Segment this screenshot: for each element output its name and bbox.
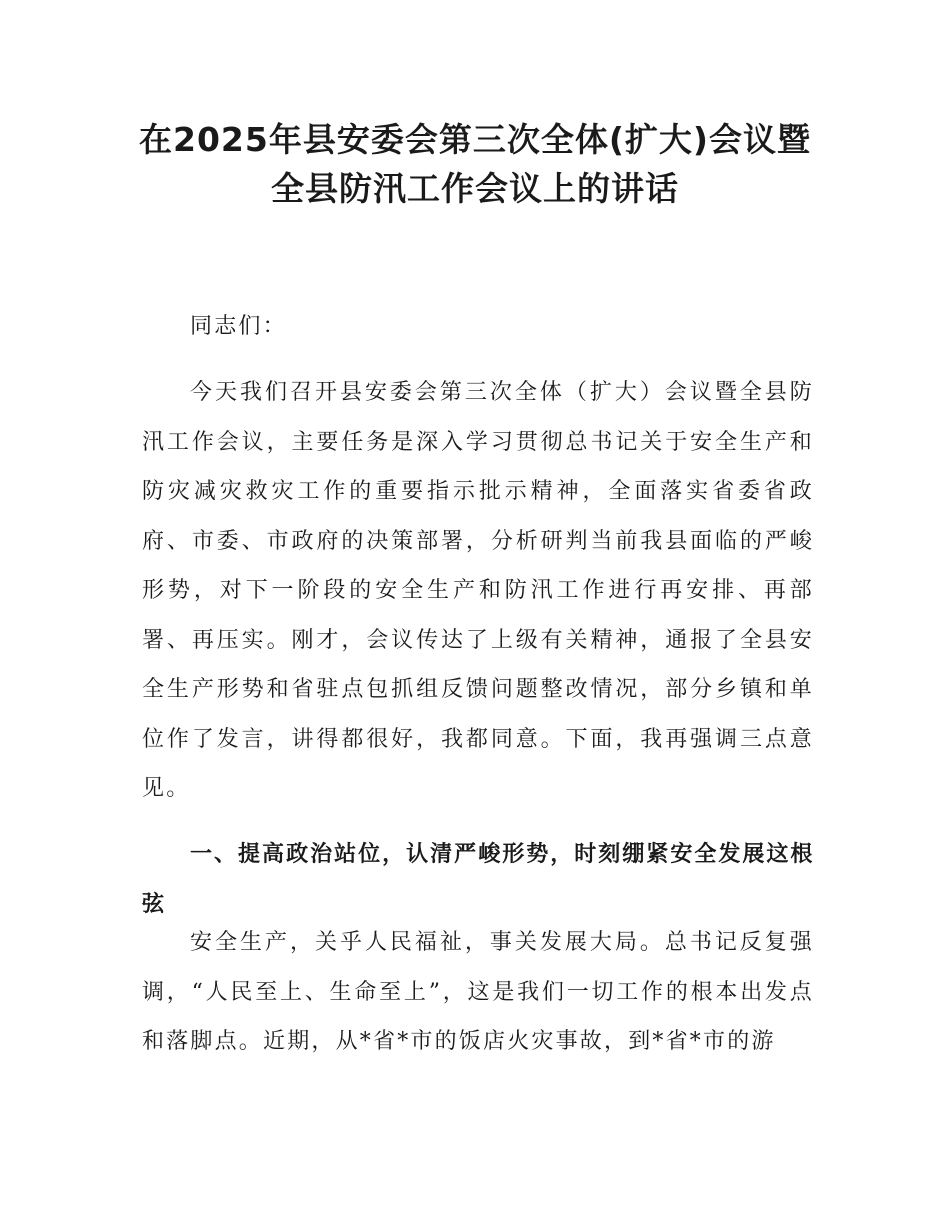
- document-title-line-1: 在2025年县安委会第三次全体(扩大)会议暨: [138, 120, 811, 159]
- paragraph-1: 今天我们召开县安委会第三次全体（扩大）会议暨全县防汛工作会议，主要任务是深入学习贯彻总书记关于安全生产和防灾减灾救灾工作的重要指示批示精神，全面落实省委省政府、市委、市政府的决策部署，分析研判当前我县面临的严峻形势，对下一阶段的安全生产和防汛工作进行再安排、再部署、再压实。刚才，会议传达了上级有关精神，通报了全县安全生产形势和省驻点包抓组反馈问题整改情况，部分乡镇和单位作了发言，讲得都很好，我都同意。下面，我再强调三点意见。: [142, 380, 814, 801]
- greeting: 同志们：: [190, 314, 287, 339]
- section-1-heading: 一、提高政治站位，认清严峻形势，时刻绷紧安全发展这根弦: [142, 842, 814, 917]
- greeting-block: [142, 302, 814, 352]
- paragraph-1-block: [142, 368, 814, 814]
- paragraph-2-block: [142, 918, 814, 1067]
- paragraph-2: 安全生产，关乎人民福祉，事关发展大局。总书记反复强调，“人民至上、生命至上”，这是我们一切工作的根本出发点和落脚点。近期，从*省*市的饭店火灾事故，到*省*市的游: [142, 930, 814, 1054]
- document-title-line-2: 全县防汛工作会议上的讲话: [271, 169, 679, 208]
- section-1-heading-block: [142, 830, 814, 929]
